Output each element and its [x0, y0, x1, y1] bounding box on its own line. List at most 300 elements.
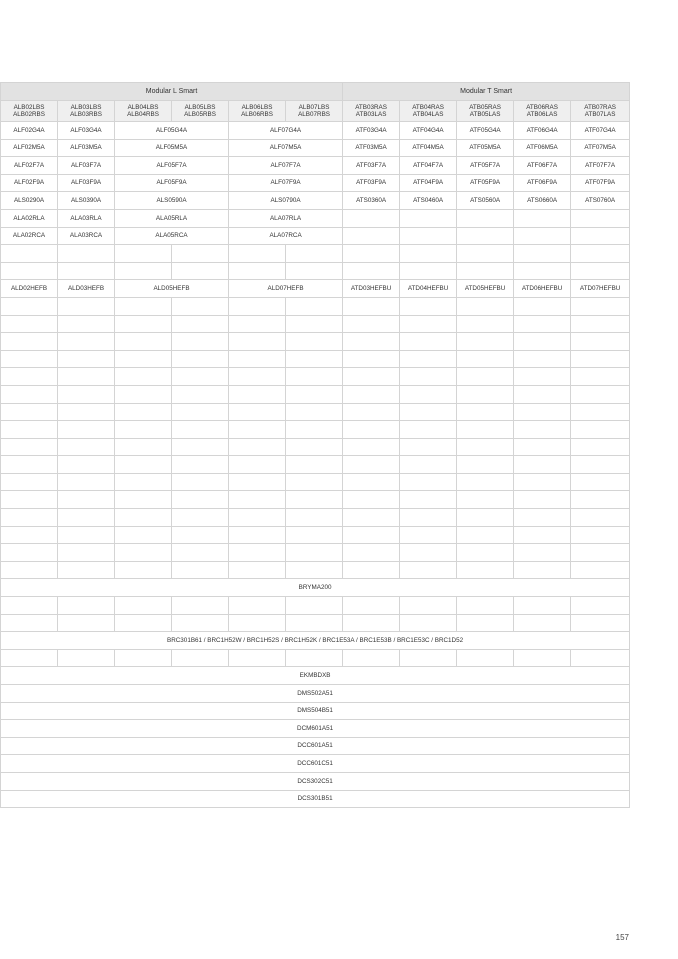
model-code: ATB07LAS [584, 111, 616, 118]
table-cell [286, 597, 343, 615]
accessory-row: BRYMA200 [1, 579, 630, 597]
model-header [400, 101, 457, 122]
table-cell [1, 421, 58, 439]
table-cell: ATF03F7A [343, 157, 400, 175]
model-code: ALB02RBS [13, 111, 45, 118]
table-cell [343, 544, 400, 562]
table-cell [514, 456, 571, 474]
table-cell [457, 456, 514, 474]
table-cell [1, 368, 58, 386]
table-cell [571, 297, 630, 315]
table-cell [58, 333, 115, 351]
table-cell [286, 561, 343, 579]
table-cell [343, 350, 400, 368]
table-cell: ALA02RCA [1, 227, 58, 245]
table-cell: ALF05M5A [115, 139, 229, 157]
table-cell [457, 333, 514, 351]
table-cell: ATF07F9A [571, 174, 630, 192]
model-code: ALB06RBS [241, 111, 273, 118]
model-header [514, 101, 571, 122]
table-cell [172, 262, 229, 280]
model-header [58, 101, 115, 122]
table-cell [514, 421, 571, 439]
table-cell [58, 350, 115, 368]
table-cell: ALA05RCA [115, 227, 229, 245]
table-cell [571, 509, 630, 527]
table-cell [115, 438, 172, 456]
table-cell [172, 491, 229, 509]
table-cell [514, 385, 571, 403]
table-cell [115, 526, 172, 544]
table-cell [343, 438, 400, 456]
accessory-row: DCM601A51 [1, 720, 630, 738]
table-row [1, 333, 630, 351]
table-cell [1, 491, 58, 509]
table-cell [229, 262, 286, 280]
table-cell [286, 262, 343, 280]
table-cell: ATF04M5A [400, 139, 457, 157]
table-cell [514, 333, 571, 351]
table-cell: ALF03M5A [58, 139, 115, 157]
table-cell [286, 333, 343, 351]
table-cell [1, 315, 58, 333]
model-header [115, 101, 172, 122]
table-cell [457, 614, 514, 632]
table-row [1, 438, 630, 456]
table-cell: ALF02F7A [1, 157, 58, 175]
table-row [1, 315, 630, 333]
table-cell [571, 245, 630, 263]
table-cell [514, 561, 571, 579]
table-row [1, 491, 630, 509]
model-code: ALB03LBS [70, 103, 102, 111]
table-row [1, 755, 630, 773]
table-row [1, 297, 630, 315]
table-row [1, 83, 630, 101]
table-row [1, 614, 630, 632]
table-cell [58, 509, 115, 527]
model-code: ALB06LBS [241, 103, 273, 111]
table-cell [286, 649, 343, 667]
table-cell [457, 544, 514, 562]
table-cell [58, 245, 115, 263]
table-cell [229, 368, 286, 386]
accessory-row: DCC601C51 [1, 755, 630, 773]
table-cell [571, 544, 630, 562]
table-cell: ALS0290A [1, 192, 58, 210]
model-code: ATB05RAS [469, 103, 501, 111]
table-row [1, 579, 630, 597]
model-code: ATB05LAS [469, 111, 501, 118]
table-cell: ATD07HEFBU [571, 280, 630, 298]
table-cell [343, 245, 400, 263]
table-cell [457, 297, 514, 315]
table-row [1, 720, 630, 738]
table-cell: ALF07F9A [229, 174, 343, 192]
table-cell [172, 245, 229, 263]
table-cell [457, 368, 514, 386]
table-cell [58, 438, 115, 456]
table-cell: ALF07G4A [229, 122, 343, 140]
table-cell [58, 526, 115, 544]
model-code: ATB06RAS [526, 103, 558, 111]
table-cell [1, 333, 58, 351]
model-header [571, 101, 630, 122]
table-cell [571, 421, 630, 439]
table-cell [514, 597, 571, 615]
table-cell [229, 509, 286, 527]
table-cell [457, 649, 514, 667]
table-cell [229, 473, 286, 491]
table-cell: ALF05F9A [115, 174, 229, 192]
table-cell [229, 333, 286, 351]
model-header [343, 101, 400, 122]
table-cell: ALF05G4A [115, 122, 229, 140]
table-cell [229, 561, 286, 579]
table-cell: ATD04HEFBU [400, 280, 457, 298]
table-row [1, 280, 630, 298]
table-cell [286, 245, 343, 263]
table-row [1, 473, 630, 491]
table-cell: ATS0460A [400, 192, 457, 210]
table-cell [400, 227, 457, 245]
table-cell [571, 385, 630, 403]
table-cell: ALA02RLA [1, 209, 58, 227]
model-code: ALB05RBS [184, 111, 216, 118]
table-cell: ATF04F9A [400, 174, 457, 192]
table-cell: ALF02M5A [1, 139, 58, 157]
table-cell [229, 614, 286, 632]
table-cell [229, 315, 286, 333]
table-cell: ALF05F7A [115, 157, 229, 175]
table-cell [514, 526, 571, 544]
table-cell [514, 438, 571, 456]
model-code: ATB06LAS [526, 111, 558, 118]
model-header [172, 101, 229, 122]
table-cell [115, 385, 172, 403]
table-cell [571, 333, 630, 351]
table-cell [457, 245, 514, 263]
table-cell: ALF03G4A [58, 122, 115, 140]
table-cell [229, 438, 286, 456]
table-cell: ALS0390A [58, 192, 115, 210]
table-row [1, 702, 630, 720]
table-cell [229, 544, 286, 562]
table-cell: ATF06G4A [514, 122, 571, 140]
table-cell: ALF07F7A [229, 157, 343, 175]
table-cell [172, 385, 229, 403]
table-cell [514, 368, 571, 386]
table-cell [58, 456, 115, 474]
model-code: ATB04RAS [412, 103, 444, 111]
table-row [1, 385, 630, 403]
table-cell [457, 526, 514, 544]
table-cell [172, 315, 229, 333]
table-cell [514, 297, 571, 315]
table-cell [286, 385, 343, 403]
table-cell [115, 509, 172, 527]
table-cell [172, 333, 229, 351]
table-cell [457, 597, 514, 615]
table-row [1, 544, 630, 562]
table-cell [286, 456, 343, 474]
table-cell [1, 561, 58, 579]
table-cell [400, 509, 457, 527]
table-cell [1, 350, 58, 368]
table-cell [1, 526, 58, 544]
table-row [1, 772, 630, 790]
table-cell [571, 456, 630, 474]
model-code: ATB04LAS [412, 111, 444, 118]
table-cell: ALS0590A [115, 192, 229, 210]
table-cell [571, 561, 630, 579]
table-cell [1, 597, 58, 615]
table-cell [400, 473, 457, 491]
table-cell [343, 333, 400, 351]
table-cell [343, 262, 400, 280]
table-cell [172, 350, 229, 368]
table-cell [343, 597, 400, 615]
table-cell: ATF04F7A [400, 157, 457, 175]
table-cell [343, 421, 400, 439]
table-cell [172, 561, 229, 579]
table-row [1, 122, 630, 140]
table-cell [286, 350, 343, 368]
table-cell [514, 509, 571, 527]
table-cell [115, 350, 172, 368]
table-cell [172, 297, 229, 315]
table-cell [571, 491, 630, 509]
table-cell: ALA03RCA [58, 227, 115, 245]
table-cell: ALA03RLA [58, 209, 115, 227]
table-cell [343, 614, 400, 632]
table-cell: ATF05F7A [457, 157, 514, 175]
table-cell: ALD03HEFB [58, 280, 115, 298]
table-cell [58, 315, 115, 333]
table-cell [1, 509, 58, 527]
table-cell: ALF02F9A [1, 174, 58, 192]
table-cell [286, 509, 343, 527]
table-cell [115, 315, 172, 333]
table-cell [115, 456, 172, 474]
table-cell [286, 368, 343, 386]
table-row [1, 101, 630, 122]
table-cell: ATF04G4A [400, 122, 457, 140]
table-cell [343, 649, 400, 667]
table-cell: ATF03G4A [343, 122, 400, 140]
table-cell [343, 491, 400, 509]
table-cell [229, 456, 286, 474]
table-row [1, 667, 630, 685]
accessory-row: EKMBDXB [1, 667, 630, 685]
table-row [1, 790, 630, 808]
table-cell [571, 614, 630, 632]
model-header [286, 101, 343, 122]
table-row [1, 597, 630, 615]
table-cell [1, 438, 58, 456]
table-cell [400, 491, 457, 509]
table-cell [457, 209, 514, 227]
table-row [1, 632, 630, 650]
table-cell [400, 597, 457, 615]
table-cell [115, 245, 172, 263]
table-cell [58, 544, 115, 562]
table-row [1, 685, 630, 703]
table-row [1, 649, 630, 667]
table-cell [400, 209, 457, 227]
table-cell: ATF06F9A [514, 174, 571, 192]
table-cell [514, 315, 571, 333]
table-cell [571, 368, 630, 386]
table-cell: ATF07M5A [571, 139, 630, 157]
table-cell [58, 597, 115, 615]
model-code: ALB03RBS [70, 111, 102, 118]
table-cell [115, 544, 172, 562]
table-cell [514, 350, 571, 368]
table-cell [286, 491, 343, 509]
table-cell [286, 297, 343, 315]
table-cell [1, 456, 58, 474]
table-cell [400, 561, 457, 579]
table-cell: ALD05HEFB [115, 280, 229, 298]
table-cell [172, 544, 229, 562]
table-cell [457, 262, 514, 280]
table-cell [400, 315, 457, 333]
table-cell [571, 473, 630, 491]
table-cell [514, 649, 571, 667]
table-cell [343, 209, 400, 227]
model-code: ALB04LBS [127, 103, 159, 111]
table-row [1, 245, 630, 263]
page-number: 157 [615, 933, 629, 942]
table-cell [1, 614, 58, 632]
table-cell [1, 297, 58, 315]
table-cell [457, 403, 514, 421]
table-cell [172, 649, 229, 667]
table-cell [343, 368, 400, 386]
table-row [1, 561, 630, 579]
table-cell [229, 297, 286, 315]
group-header: Modular T Smart [343, 83, 630, 101]
table-cell [172, 368, 229, 386]
table-cell [400, 649, 457, 667]
table-cell [343, 297, 400, 315]
table-cell [172, 438, 229, 456]
table-cell: ALD07HEFB [229, 280, 343, 298]
table-cell [286, 473, 343, 491]
model-code: ATB07RAS [584, 103, 616, 111]
table-cell [286, 544, 343, 562]
table-cell [172, 526, 229, 544]
table-cell [343, 456, 400, 474]
table-cell: ATS0660A [514, 192, 571, 210]
table-cell [514, 473, 571, 491]
table-cell [229, 245, 286, 263]
table-cell [229, 350, 286, 368]
table-row [1, 227, 630, 245]
table-row [1, 368, 630, 386]
table-cell [172, 614, 229, 632]
table-cell: ATF05M5A [457, 139, 514, 157]
table-cell [571, 526, 630, 544]
table-cell [343, 561, 400, 579]
table-cell [1, 385, 58, 403]
table-cell: ATD03HEFBU [343, 280, 400, 298]
table-cell [115, 297, 172, 315]
table-row [1, 456, 630, 474]
table-cell [1, 245, 58, 263]
table-cell [400, 526, 457, 544]
group-header: Modular L Smart [1, 83, 343, 101]
table-cell [58, 649, 115, 667]
model-code: ALB07LBS [298, 103, 330, 111]
table-cell [343, 385, 400, 403]
table-row [1, 209, 630, 227]
table-cell [58, 368, 115, 386]
table-cell [115, 368, 172, 386]
table-cell [514, 491, 571, 509]
table-cell [457, 315, 514, 333]
table-cell: ATF06F7A [514, 157, 571, 175]
table-cell [115, 614, 172, 632]
table-cell [400, 438, 457, 456]
accessory-row: DCC601A51 [1, 737, 630, 755]
table-cell [229, 403, 286, 421]
table-cell: ATF03M5A [343, 139, 400, 157]
table-cell [400, 614, 457, 632]
table-cell [400, 385, 457, 403]
model-header [1, 101, 58, 122]
table-cell [58, 491, 115, 509]
table-cell [400, 333, 457, 351]
table-cell [286, 438, 343, 456]
table-cell [514, 245, 571, 263]
table-cell [172, 421, 229, 439]
table-cell [172, 473, 229, 491]
table-cell [571, 209, 630, 227]
table-cell [1, 649, 58, 667]
table-row [1, 157, 630, 175]
table-cell [400, 297, 457, 315]
table-cell [115, 403, 172, 421]
table-cell [229, 421, 286, 439]
product-compatibility-table [0, 82, 630, 808]
table-cell [571, 227, 630, 245]
table-cell [514, 403, 571, 421]
table-cell [457, 227, 514, 245]
table-cell: ALA05RLA [115, 209, 229, 227]
accessory-row: DCS302C51 [1, 772, 630, 790]
table-cell [1, 544, 58, 562]
table-cell [1, 262, 58, 280]
model-code: ATB03RAS [355, 103, 387, 111]
table-cell [115, 333, 172, 351]
table-cell [400, 368, 457, 386]
table-row [1, 174, 630, 192]
table-cell [457, 385, 514, 403]
table-row [1, 192, 630, 210]
model-code: ALB02LBS [13, 103, 45, 111]
table-cell: ALF03F7A [58, 157, 115, 175]
table-cell [400, 421, 457, 439]
table-row [1, 526, 630, 544]
table-row [1, 403, 630, 421]
table-cell [457, 491, 514, 509]
table-cell: ALD02HEFB [1, 280, 58, 298]
table-cell [571, 350, 630, 368]
table-cell [286, 315, 343, 333]
table-row [1, 262, 630, 280]
